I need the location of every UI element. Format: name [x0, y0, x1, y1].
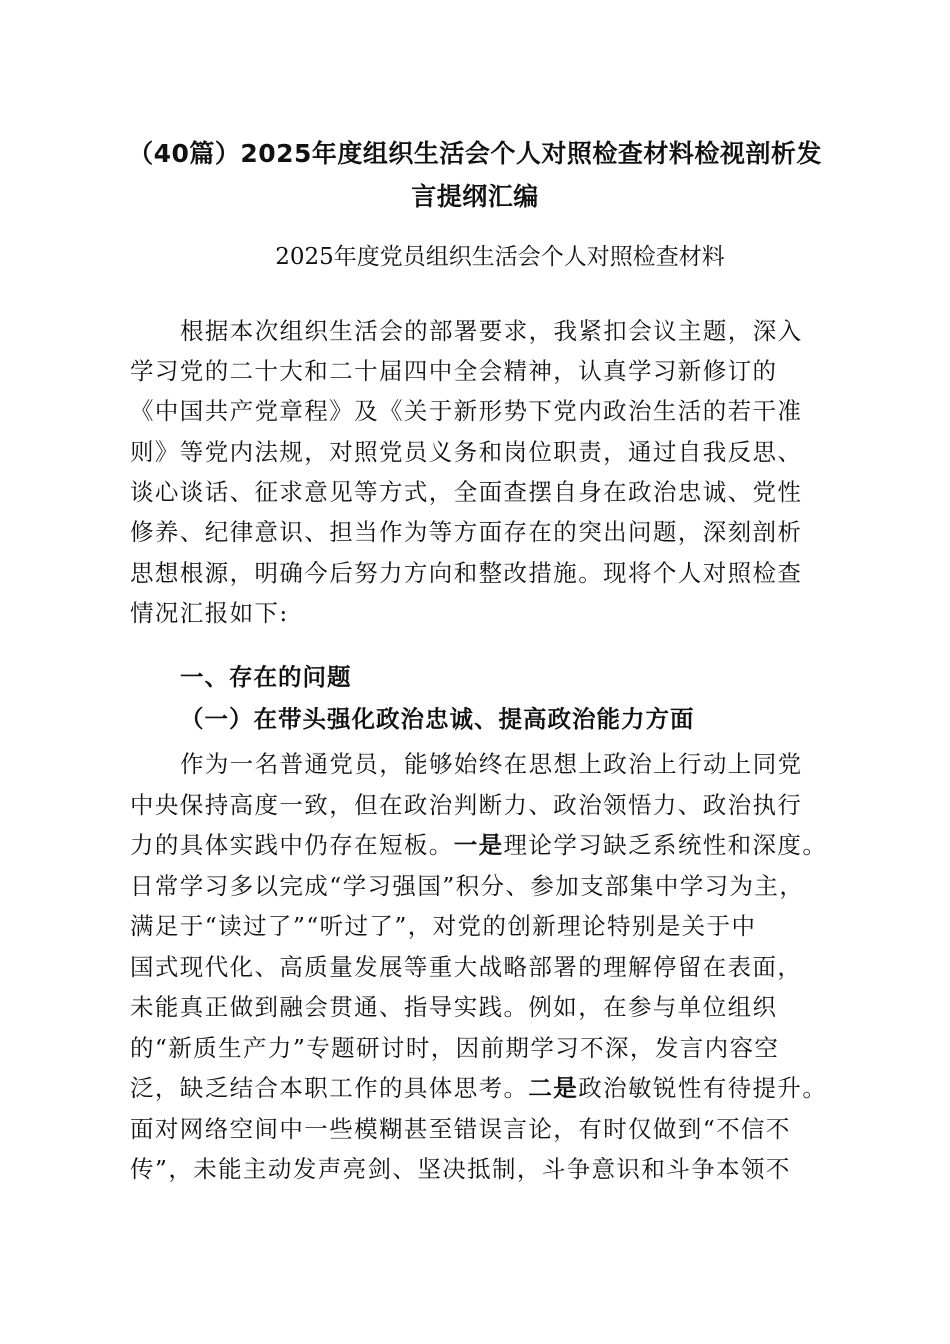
section-heading: 一、存在的问题 [180, 663, 352, 691]
body-text: 力的具体实践中仍存在短板。 [130, 831, 454, 859]
body-line [130, 826, 830, 864]
subsection-heading: （一）在带头强化政治忠诚、提高政治能力方面 [180, 705, 695, 733]
body-line: 作为一名普通党员，能够始终在思想上政治上行动上同党 [180, 750, 803, 778]
intro-line: 《中国共产党章程》及《关于新形势下党内政治生活的若干准 [130, 397, 803, 425]
body-line: 传”，未能主动发声亮剑、坚决抵制，斗争意识和斗争本领不 [130, 1155, 791, 1183]
document-subtitle: 2025年度党员组织生活会个人对照检查材料 [275, 244, 725, 270]
body-text: 泛，缺乏结合本职工作的具体思考。 [130, 1074, 529, 1102]
body-line: 满足于“读过了”“听过了”，对党的创新理论特别是关于中 [130, 912, 757, 940]
body-line [130, 1069, 830, 1107]
body-line: 面对网络空间中一些模糊甚至错误言论，有时仅做到“不信不 [130, 1115, 791, 1143]
body-line: 国式现代化、高质量发展等重大战略部署的理解停留在表面， [130, 953, 803, 981]
body-line: 的“新质生产力”专题研讨时，因前期学习不深，发言内容空 [130, 1034, 780, 1062]
intro-line: 学习党的二十大和二十届四中全会精神，认真学习新修订的 [130, 357, 778, 385]
document-title-line-1: （40篇）2025年度组织生活会个人对照检查材料检视剖析发 [128, 139, 822, 168]
emphasis-label: 二是 [528, 1074, 579, 1102]
intro-line: 思想根源，明确今后努力方向和整改措施。现将个人对照检查 [130, 559, 803, 587]
emphasis-label: 一是 [453, 831, 504, 859]
body-line: 中央保持高度一致，但在政治判断力、政治领悟力、政治执行 [130, 791, 803, 819]
intro-line: 修养、纪律意识、担当作为等方面存在的突出问题，深刻剖析 [130, 518, 803, 546]
body-text: 政治敏锐性有待提升。 [578, 1074, 828, 1102]
intro-line: 谈心谈话、征求意见等方式，全面查摆自身在政治忠诚、党性 [130, 478, 803, 506]
intro-line: 则》等党内法规，对照党员义务和岗位职责，通过自我反思、 [130, 438, 803, 466]
intro-line: 情况汇报如下: [130, 599, 289, 627]
intro-line: 根据本次组织生活会的部署要求，我紧扣会议主题，深入 [180, 317, 803, 345]
body-line: 未能真正做到融会贯通、指导实践。例如，在参与单位组织 [130, 993, 778, 1021]
body-text: 理论学习缺乏系统性和深度。 [503, 831, 828, 859]
body-line: 日常学习多以完成“学习强国”积分、参加支部集中学习为主， [130, 872, 805, 900]
document-title-line-2: 言提纲汇编 [411, 182, 539, 211]
